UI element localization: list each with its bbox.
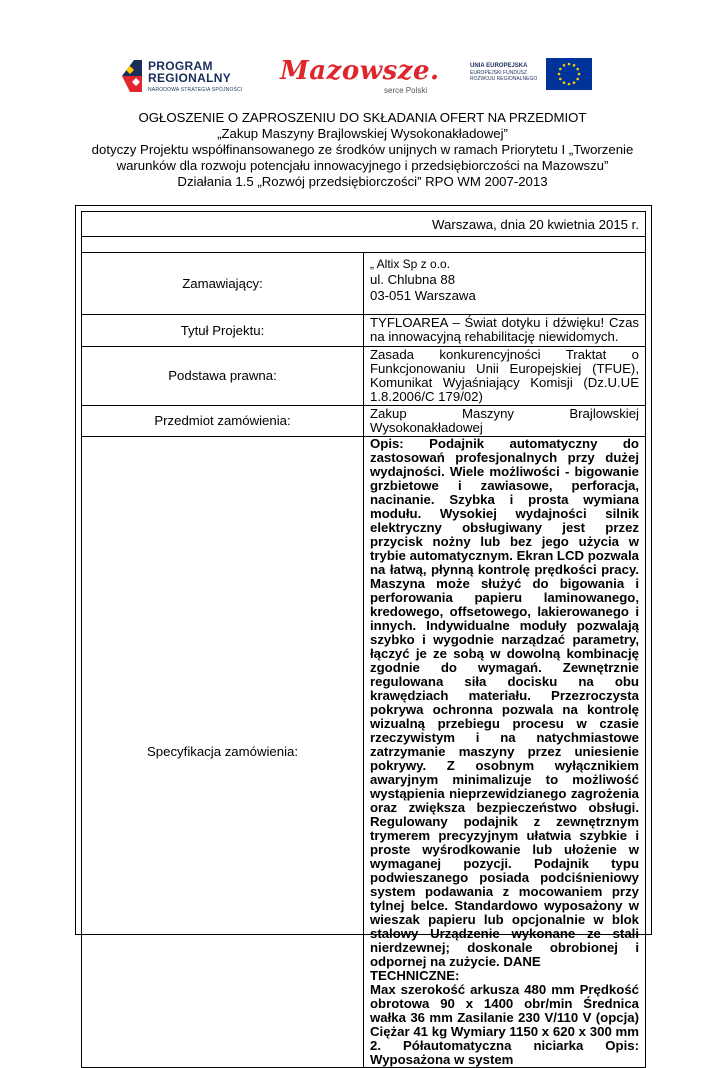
title-line-2: „Zakup Maszyny Brajlowskiej Wysokonakładowej” <box>217 126 508 141</box>
specyfikacja-label: Specyfikacja zamówienia: <box>82 437 364 1068</box>
program-logo-line3: NARODOWA STRATEGIA SPÓJNOŚCI <box>148 87 243 93</box>
table-row-empty <box>82 237 646 253</box>
title-line-1: OGŁOSZENIE O ZAPROSZENIU DO SKŁADANIA OFERT NA PRZEDMIOT <box>138 110 587 125</box>
podstawa-label: Podstawa prawna: <box>82 347 364 406</box>
table-row-zamawiajacy <box>82 253 646 315</box>
specyfikacja-tech-label: TECHNICZNE: <box>370 968 460 983</box>
specyfikacja-tech: Max szerokość arkusza 480 mm Prędkość obrotowa 90 x 1400 obr/min Średnica wałka 36 mm Zasilanie 230 V/110 V (opcja) Ciężar 41 kg Wymiary 1150 x 620 x 300 mm 2. Półautomatyczna niciarka Opis: Wyposażona w system <box>370 982 639 1067</box>
announcement-title <box>40 110 685 190</box>
specyfikacja-opis: Opis: Podajnik automatyczny do zastosowań profesjonalnych przy dużej wydajności. Wiele możliwości - bigowanie grzbietowe i zawiasowe, perforacja, nacinanie. Szybka i prosta wymiana modułu. Wysokiej wydajności silnik elektryczny obsługiwany jest przez przycisk nożny lub bez jego użycia w trybie automatycznym. Ekran LCD pozwala na łatwą, płynną kontrolę prędkości pracy. Maszyna może służyć do bigowania i perforowania papieru laminowanego, kredowego, offsetowego, lakierowanego i innych. Indywidualne moduły pozwalają szybko i wygodnie narządzać parametry, łączyć je ze sobą w dowolną kombinację zgodnie do wymagań. Zewnętrznie regulowana siła docisku na obu krawędziach materiału. Przezroczysta pokrywa ochronna pozwala na kontrolę wizualną przebiegu procesu w czasie rzeczywistym i na natychmiastowe zatrzymanie maszyny przez uniesienie pokrywy. Z osobnym wyłącznikiem awaryjnym minimalizuje to możliwość wystąpienia nieprzewidzianego zagrożenia oraz zwiększa bezpieczeństwo obsługi. Regulowany podajnik z zewnętrznym trymerem precyzyjnym ułatwia szybkie i proste wyśrodkowanie lub ułożenie w wymaganej pozycji. Podajnik typu podwieszanego posiada podciśnieniowy system podawania z mocowaniem przy tylnej belce. Standardowo wyposażony w wieszak papieru lub opcjonalnie w blok stalowy Urządzenie wykonane ze stali nierdzewnej; doskonale obrobionej i odpornej na zużycie. DANE <box>370 436 639 969</box>
table-row-przedmiot <box>82 406 646 437</box>
title-line-5: Działania 1.5 „Rozwój przedsiębiorczości” RPO WM 2007-2013 <box>177 174 548 189</box>
date-cell: Warszawa, dnia 20 kwietnia 2015 r. <box>82 212 646 237</box>
program-regionalny-logo <box>118 54 268 104</box>
eu-flag-icon <box>546 58 592 90</box>
podstawa-value: Zasada konkurencyjności Traktat o Funkcjonowaniu Unii Europejskiej (TFUE), Komunikat Wyjaśniający Komisji (Dz.U.UE 1.8.2006/C 179/02) <box>364 347 646 406</box>
title-line-3: dotyczy Projektu współfinansowanego ze środków unijnych w ramach Priorytetu I „Tworzenie <box>91 142 634 157</box>
table-row-specyfikacja <box>82 437 646 1068</box>
empty-cell <box>82 237 646 253</box>
eu-logo-line1: UNIA EUROPEJSKA <box>470 63 528 69</box>
zamawiajacy-name: „ Altix Sp z o.o. <box>370 257 451 271</box>
eu-logo-line2: EUROPEJSKI FUNDUSZ <box>470 70 527 76</box>
przedmiot-value: Zakup Maszyny Brajlowskiej Wysokonakładowej <box>364 406 646 437</box>
program-logo-line1: PROGRAM <box>148 59 213 73</box>
specyfikacja-value <box>364 437 646 1068</box>
program-regionalny-mark-icon <box>118 56 144 96</box>
program-logo-line2: REGIONALNY <box>148 71 232 85</box>
announcement-table <box>81 211 646 1068</box>
zamawiajacy-label: Zamawiający: <box>82 253 364 315</box>
table-row-tytul <box>82 315 646 347</box>
title-line-4: warunków dla rozwoju potencjału innowacyjnego i przedsiębiorczości na Mazowszu” <box>116 158 609 173</box>
table-row-podstawa <box>82 347 646 406</box>
przedmiot-label: Przedmiot zamówienia: <box>82 406 364 437</box>
zamawiajacy-city: 03-051 Warszawa <box>370 288 476 303</box>
header-logos <box>0 50 725 110</box>
eu-logo-line3: ROZWOJU REGIONALNEGO <box>470 76 538 82</box>
zamawiajacy-value <box>364 253 646 315</box>
mazowsze-logo <box>280 52 440 108</box>
zamawiajacy-street: ul. Chlubna 88 <box>370 272 456 287</box>
table-row-date <box>82 212 646 237</box>
mazowsze-logo-tagline: serce Polski <box>384 86 428 95</box>
tytul-label: Tytuł Projektu: <box>82 315 364 347</box>
eu-logo <box>470 58 600 102</box>
mazowsze-logo-word: Mazowsze. <box>280 56 440 86</box>
tytul-value: TYFLOAREA – Świat dotyku i dźwięku! Czas na innowacyjną rehabilitację niewidomych. <box>364 315 646 347</box>
